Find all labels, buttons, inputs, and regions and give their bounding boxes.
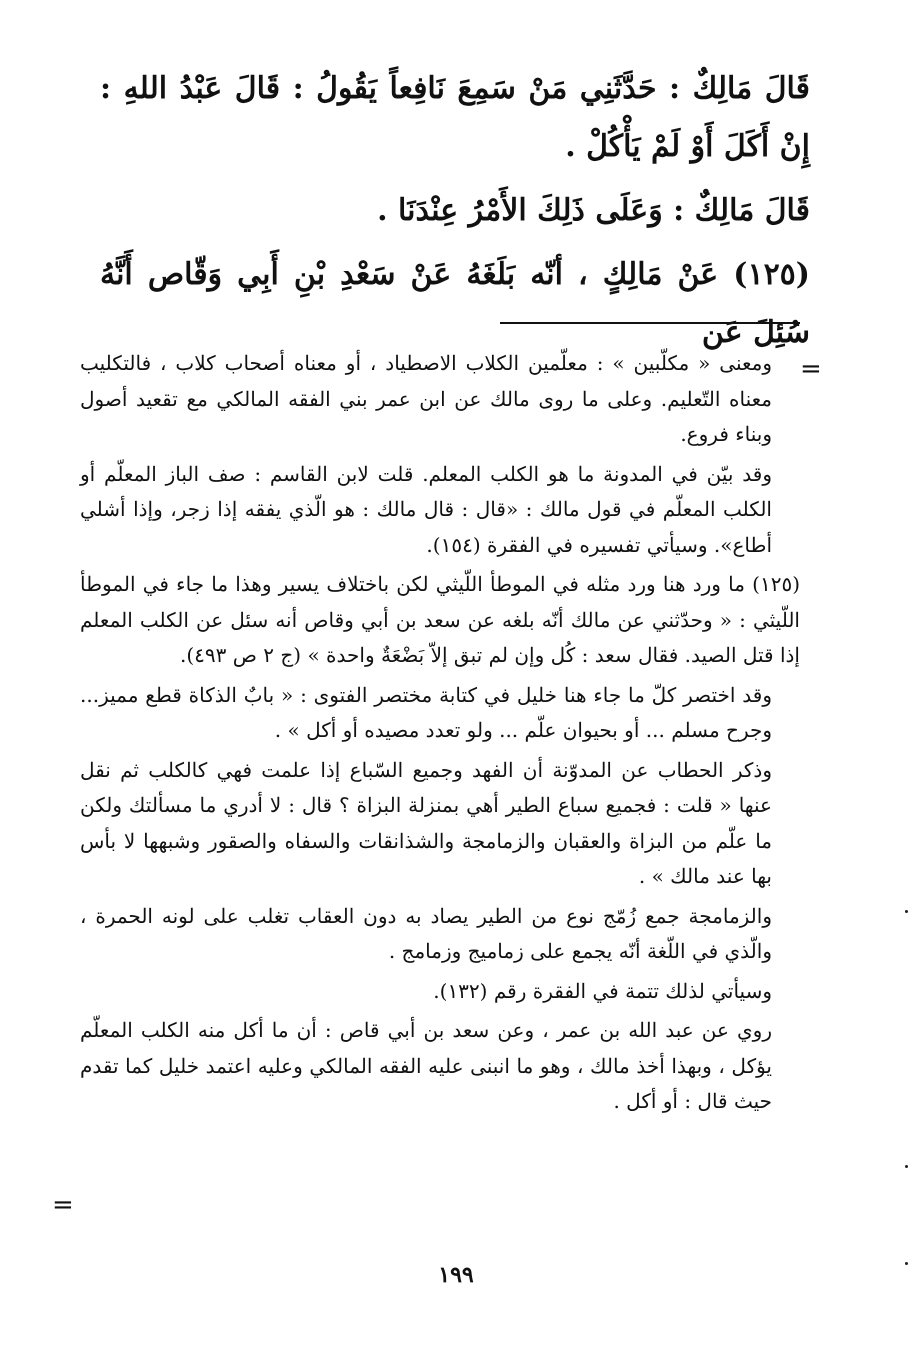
main-paragraph-3: (١٢٥) عَنْ مَالِكٍ ، أنّه بَلَغَهُ عَنْ سَعْدِ بْنِ أَبِي وَقّاص أَنَّهُ سُئِلَ عَن (100, 257, 810, 350)
continuation-marker-top: = (800, 354, 822, 384)
main-paragraph-2: قَالَ مَالِكٌ : وَعَلَى ذَلِكَ الأَمْرُ عِنْدَنَا . (377, 193, 810, 228)
note-paragraph-4: وقد اختصر كلّ ما جاء هنا خليل في كتابة مختصر الفتوى : « بابٌ الذكاة قطع مميز... وجرح مسلم ... أو بحيوان علّم ... ولو تعدد مصيده أو أكل » . (80, 682, 772, 742)
note-paragraph-2: وقد بيّن في المدونة ما هو الكلب المعلم. قلت لابن القاسم : صف الباز المعلّم أو الكلب المعلّم في قول مالك : «قال : قال مالك : هو الّذي يفقه إذا زجر، وإذا أشلي أطاع». وسيأتي تفسيره في الفقرة (١٥٤). (80, 461, 772, 557)
scan-speck (905, 1262, 908, 1265)
note-paragraph-6: والزمامجة جمع زُمّج نوع من الطير يصاد به دون العقاب تغلب على لونه الحمرة ، والّذي في اللّغة أنّه يجمع على زماميج وزمامج . (80, 903, 772, 963)
page-number: ١٩٩ (438, 1262, 474, 1288)
note-paragraph-8: روي عن عبد الله بن عمر ، وعن سعد بن أبي قاص : أن ما أكل منه الكلب المعلّم يؤكل ، وبهذا أخذ مالك ، وهو ما انبنى عليه الفقه المالكي وعليه اعتمد خليل كما تقدم حيث قال : أو أكل . (80, 1018, 772, 1113)
footnote-separator (500, 322, 800, 324)
note-paragraph-5: وذكر الحطاب عن المدوّنة أن الفهد وجميع السّباع إذا علمت فهي كالكلب ثم نقل عنها « قلت : فجميع سباع الطير أهي بمنزلة البزاة ؟ قال : لا أدري ما مسألتك ولكن ما علّم من البزاة والعقبان والزمامجة والشذانقات والسفاه والصقور وشبهها لا بأس بها عند مالك » . (80, 757, 772, 888)
main-paragraph-1: قَالَ مَالِكٌ : حَدَّثَنِي مَنْ سَمِعَ نَافِعاً يَقُولُ : قَالَ عَبْدُ اللهِ : إِنْ أَكَلَ أَوْ لَمْ يَأْكُلْ . (100, 71, 810, 164)
footnotes (80, 346, 800, 1124)
scan-speck (905, 1165, 908, 1168)
note-paragraph-1: ومعنى « مكلّبين » : معلّمين الكلاب الاصطياد ، أو معناه أصحاب كلاب ، فالتكليب معناه التّعليم. وعلى ما روى مالك عن ابن عمر بني الفقه المالكي مع تقعيد أصول وبناء فروع. (80, 351, 772, 446)
note-paragraph-3: (١٢٥) ما ورد هنا ورد مثله في الموطأ اللّيثي لكن باختلاف يسير وهذا ما جاء في الموطأ اللّيثي : « وحدّثني عن مالك أنّه بلغه عن سعد بن أبي وقاص أنه سئل عن الكلب المعلم إذا قتل الصيد. فقال سعد : كُل وإن لم تبق إلاّ بَضْعَةٌ واحدة » (ج ٢ ص ٤٩٣). (80, 572, 800, 667)
continuation-marker-bottom: = (52, 1190, 74, 1220)
note-paragraph-7: وسيأتي لذلك تتمة في الفقرة رقم (١٣٢). (433, 978, 772, 1003)
scan-speck (905, 910, 908, 913)
